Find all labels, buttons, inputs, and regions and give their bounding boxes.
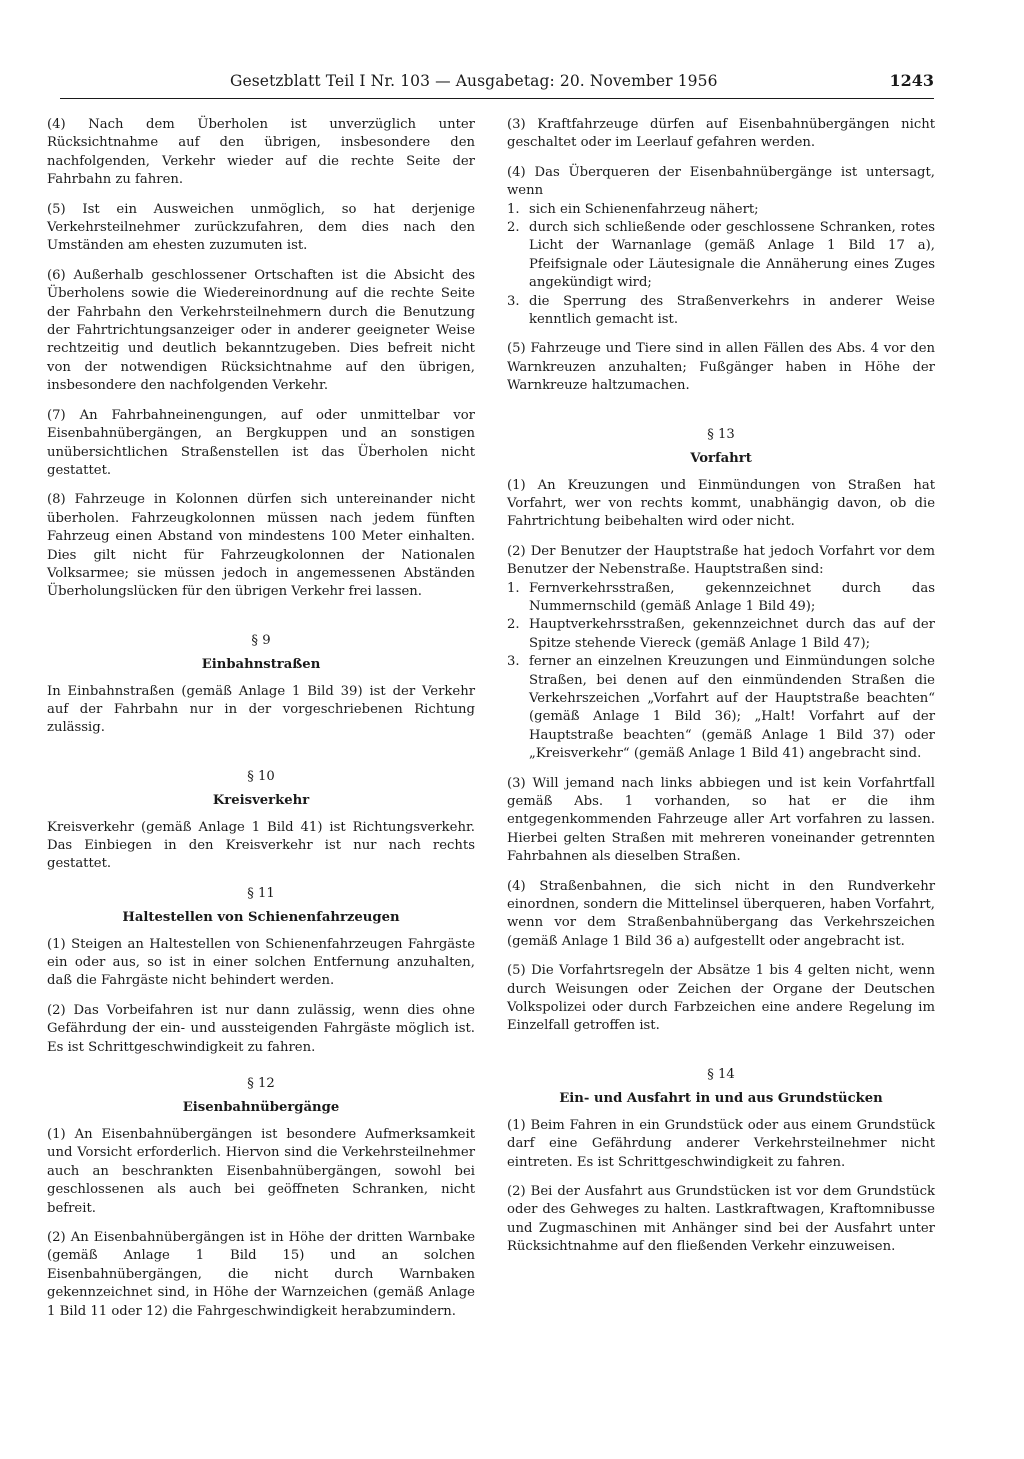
- list-item-text: Fernverkehrsstraßen, gekennzeichnet durch das Nummernschild (gemäß Anlage 1 Bild 49);: [529, 580, 935, 614]
- section-title: Vorfahrt: [690, 451, 752, 467]
- section-title: Ein- und Ausfahrt in und aus Grundstücken: [559, 1091, 883, 1107]
- paragraph: (4) Das Überqueren der Eisenbahnübergänge ist untersagt, wenn: [507, 164, 935, 199]
- section-title: Kreisverkehr: [212, 793, 310, 809]
- paragraph: (1) An Eisenbahnübergängen ist besondere Aufmerksamkeit und Vorsicht erforderlich. Hiervon sind die Verkehrsteilnehmer auch an beschrankten Eisenbahnübergängen, sowohl bei geschlossenen als auch bei geöffneten Schranken, nicht befreit.: [47, 1126, 475, 1216]
- page-header: [60, 72, 934, 99]
- paragraph: (3) Kraftfahrzeuge dürfen auf Eisenbahnübergängen nicht geschaltet oder im Leerlauf gefahren werden.: [507, 117, 935, 151]
- paragraph: Kreisverkehr (gemäß Anlage 1 Bild 41) ist Richtungsverkehr. Das Einbiegen in den Kreisverkehr ist nur nach rechts gestattet.: [47, 819, 475, 872]
- paragraph: (2) Bei der Ausfahrt aus Grundstücken ist vor dem Grundstück oder des Gehweges zu halten. Lastkraftwagen, Kraftomnibusse und Zugmaschinen mit Anhänger sind bei der Ausfahrt unter Rücksichtnahme auf den fließenden Verkehr einzuweisen.: [507, 1183, 935, 1255]
- numbered-list: [507, 201, 935, 330]
- left-column: [47, 116, 475, 1332]
- list-item-number: 2.: [507, 617, 520, 633]
- list-item: [507, 653, 935, 763]
- page-number: 1243: [889, 71, 934, 90]
- paragraph: (1) An Kreuzungen und Einmündungen von Straßen hat Vorfahrt, wer von rechts kommt, unabhängig davon, ob die Fahrtrichtung beibehalten wird oder nicht.: [507, 477, 935, 530]
- list-item-number: 3.: [507, 654, 520, 670]
- section-number: § 14: [707, 1066, 735, 1082]
- section-number: § 10: [247, 768, 275, 784]
- section-number: § 13: [707, 426, 735, 442]
- list-item-text: sich ein Schienenfahrzeug nähert;: [529, 201, 759, 217]
- list-item: [507, 293, 935, 330]
- list-item-text: ferner an einzelnen Kreuzungen und Einmündungen solche Straßen, bei denen auf den einmündenden Straßen die Verkehrszeichen „Vorfahrt auf der Hauptstraße beachten“ (gemäß Anlage 1 Bild 36); „Halt! Vorfahrt auf der Hauptstraße beachten“ (gemäß Anlage 1 Bild 37) oder „Kreisverkehr“ (gemäß Anlage 1 Bild 41) angebracht sind.: [529, 654, 935, 762]
- list-item-text: Hauptverkehrsstraßen, gekennzeichnet durch das auf der Spitze stehende Viereck (gemäß Anlage 1 Bild 47);: [529, 617, 935, 651]
- list-item: [507, 580, 935, 617]
- paragraph: (4) Nach dem Überholen ist unverzüglich unter Rücksichtnahme auf den übrigen, insbesondere den nachfolgenden, Verkehr wieder auf die rechte Seite der Fahrbahn zu fahren.: [47, 117, 475, 188]
- right-column: [507, 116, 935, 1268]
- list-item-number: 1.: [507, 201, 520, 217]
- paragraph: (8) Fahrzeuge in Kolonnen dürfen sich untereinander nicht überholen. Fahrzeugkolonnen müssen nach jedem fünften Fahrzeug einen Abstand von mindestens 100 Meter einhalten. Dies gilt nicht für Fahrzeugkolonnen der Nationalen Volksarmee; sie müssen jedoch in angemessenen Abständen Überholungslücken für den übrigen Verkehr frei lassen.: [47, 492, 475, 600]
- section-number: § 12: [247, 1076, 275, 1092]
- paragraph: (5) Fahrzeuge und Tiere sind in allen Fällen des Abs. 4 vor den Warnkreuzen anzuhalten; Fußgänger haben in Höhe der Warnkreuze haltzumachen.: [507, 341, 935, 394]
- paragraph: (7) An Fahrbahneinengungen, auf oder unmittelbar vor Eisenbahnübergängen, an Bergkuppen und an sonstigen unübersichtlichen Straßenstellen ist das Überholen nicht gestattet.: [47, 407, 475, 478]
- header-title: Gesetzblatt Teil I Nr. 103 — Ausgabetag: 20. November 1956: [230, 72, 718, 90]
- paragraph: (5) Die Vorfahrtsregeln der Absätze 1 bis 4 gelten nicht, wenn durch Weisungen oder Zeichen der Organe der Deutschen Volkspolizei oder durch Farbzeichen eine andere Regelung im Einzelfall getroffen ist.: [507, 963, 935, 1034]
- section-number: § 11: [247, 885, 275, 901]
- paragraph: (1) Beim Fahren in ein Grundstück oder aus einem Grundstück darf eine Gefährdung anderer Verkehrsteilnehmer nicht eintreten. Es ist Schrittgeschwindigkeit zu fahren.: [507, 1117, 935, 1170]
- list-item: [507, 219, 935, 293]
- list-item-number: 2.: [507, 220, 520, 236]
- list-item-number: 3.: [507, 293, 520, 309]
- list-item-number: 1.: [507, 580, 520, 596]
- paragraph: (5) Ist ein Ausweichen unmöglich, so hat derjenige Verkehrsteilnehmer zurückzufahren, dem dies nach den Umständen am ehesten zuzumuten ist.: [47, 201, 475, 254]
- paragraph: (2) An Eisenbahnübergängen ist in Höhe der dritten Warnbake (gemäß Anlage 1 Bild 15) und an solchen Eisenbahnübergängen, die nicht durch Warnbaken gekennzeichnet sind, in Höhe der Warnzeichen (gemäß Anlage 1 Bild 11 oder 12) die Fahrgeschwindigkeit herabzumindern.: [47, 1229, 475, 1319]
- paragraph: (1) Steigen an Haltestellen von Schienenfahrzeugen Fahrgäste ein oder aus, so ist in einer solchen Entfernung anzuhalten, daß die Fahrgäste nicht behindert werden.: [47, 936, 475, 989]
- paragraph: (3) Will jemand nach links abbiegen und ist kein Vorfahrtfall gemäß Abs. 1 vorhanden, so hat er die ihm entgegenkommenden Fahrzeuge aller Art vorfahren zu lassen. Hierbei gelten Straßen mit mehreren voneinander getrennten Fahrbahnen als dieselben Straßen.: [507, 775, 935, 865]
- section-title: Einbahnstraßen: [201, 657, 321, 673]
- paragraph: (2) Das Vorbeifahren ist nur dann zulässig, wenn dies ohne Gefährdung der ein- und aussteigenden Fahrgäste möglich ist. Es ist Schrittgeschwindigkeit zu fahren.: [47, 1002, 475, 1055]
- list-item: [507, 201, 935, 219]
- paragraph: (6) Außerhalb geschlossener Ortschaften ist die Absicht des Überholens sowie die Wiedereinordnung auf die rechte Seite der Fahrbahn den Verkehrsteilnehmern durch die Benutzung der Fahrtrichtungsanzeiger oder in anderer geeigneter Weise rechtzeitig und deutlich bekanntzugeben. Dies befreit nicht von der notwendigen Rücksichtnahme auf den übrigen, insbesondere den nachfolgenden Verkehr.: [47, 267, 475, 394]
- paragraph: In Einbahnstraßen (gemäß Anlage 1 Bild 39) ist der Verkehr auf der Fahrbahn nur in der vorgeschriebenen Richtung zulässig.: [47, 683, 475, 736]
- numbered-list: [507, 580, 935, 764]
- list-item: [507, 616, 935, 653]
- paragraph: (4) Straßenbahnen, die sich nicht in den Rundverkehr einordnen, sondern die Mittelinsel überqueren, haben Vorfahrt, wenn vor dem Straßenbahnübergang das Verkehrszeichen (gemäß Anlage 1 Bild 36 a) aufgestellt oder angebracht ist.: [507, 878, 935, 949]
- section-title: Haltestellen von Schienenfahrzeugen: [122, 910, 400, 926]
- list-item-text: die Sperrung des Straßenverkehrs in anderer Weise kenntlich gemacht ist.: [529, 293, 935, 328]
- section-number: § 9: [251, 632, 271, 648]
- section-title: Eisenbahnübergänge: [182, 1100, 340, 1116]
- paragraph: (2) Der Benutzer der Hauptstraße hat jedoch Vorfahrt vor dem Benutzer der Nebenstraße. Hauptstraßen sind:: [507, 543, 935, 578]
- list-item-text: durch sich schließende oder geschlossene Schranken, rotes Licht der Warnanlage (gemäß Anlage 1 Bild 17 a), Pfeifsignale oder Läutesignale die Annäherung eines Zuges angekündigt wird;: [529, 220, 935, 291]
